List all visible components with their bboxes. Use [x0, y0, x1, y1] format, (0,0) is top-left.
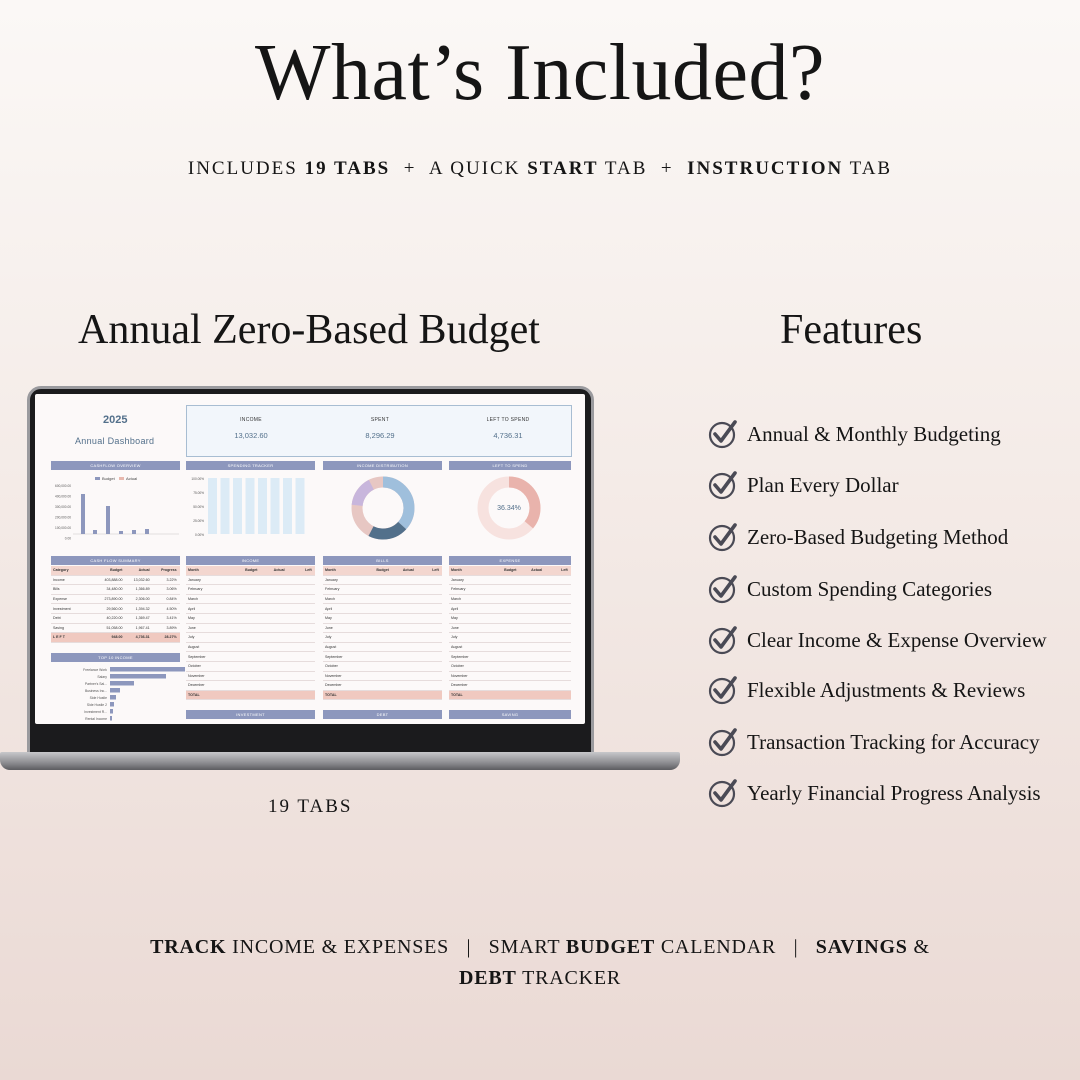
table-cell: 1,394.32	[135, 606, 150, 611]
table-cell: May	[325, 616, 332, 621]
features-title: Features	[780, 307, 923, 353]
feature-item	[708, 778, 1041, 808]
table-cell: TOTAL	[188, 693, 200, 698]
table-cell: L E F T	[53, 635, 65, 640]
kpi-spent	[316, 406, 444, 440]
table-cell: August	[325, 645, 337, 650]
check-circle-icon	[708, 522, 738, 552]
table-cell: December	[451, 683, 468, 688]
bar-expense-budget	[106, 506, 110, 534]
text-segment: START	[527, 158, 599, 179]
table-cell: December	[188, 683, 205, 688]
spending-bar	[271, 478, 280, 534]
table-row	[51, 576, 180, 586]
table-cell: October	[325, 664, 338, 669]
panel-cash-flow-summary: CASH FLOW SUMMARY	[51, 556, 180, 565]
table-cell: 273,890.00	[104, 597, 123, 602]
check-circle-icon	[708, 675, 738, 705]
panel-saving: SAVING	[449, 710, 571, 719]
table-row	[186, 691, 315, 701]
tick-label: 25.00%	[193, 519, 204, 523]
laptop-base	[0, 752, 680, 770]
left-to-spend-donut	[449, 472, 571, 542]
tick-label: Side Hustle 2	[86, 703, 107, 707]
table-cell: June	[188, 625, 196, 630]
check-circle-icon	[708, 625, 738, 655]
table-row	[186, 681, 315, 691]
table-row	[186, 595, 315, 605]
table-cell: March	[451, 597, 461, 602]
table-cell: April	[451, 606, 459, 611]
table-cell: July	[188, 635, 195, 640]
feature-item	[708, 419, 1001, 449]
panel-top-income: TOP 10 INCOME	[51, 653, 180, 662]
table-cell: Actual	[138, 568, 150, 573]
kpi-label: LEFT TO SPEND	[486, 417, 530, 423]
table-row	[323, 595, 442, 605]
table-row	[323, 633, 442, 643]
table-cell: June	[451, 625, 459, 630]
tick-label: Partner's Sal...	[84, 682, 107, 686]
table-cell: 0.84%	[166, 597, 177, 602]
feature-label: Yearly Financial Progress Analysis	[747, 780, 1041, 805]
footer-line-2	[0, 967, 1080, 990]
feature-label: Custom Spending Categories	[747, 576, 992, 601]
kpi-box	[186, 405, 572, 457]
table-cell: 4.50%	[166, 606, 177, 611]
table-row	[51, 566, 180, 576]
spending-bar	[246, 478, 255, 534]
table-cell: 29,560.00	[106, 606, 123, 611]
table-row	[323, 691, 442, 701]
table-row	[323, 672, 442, 682]
table-cell: 34,480.00	[106, 587, 123, 592]
panel-debt: DEBT	[323, 710, 442, 719]
table-cell: January	[188, 577, 201, 582]
product-title: Annual Zero-Based Budget	[78, 307, 540, 353]
panel-spending-tracker: SPENDING TRACKER	[186, 461, 315, 470]
table-cell: Budget	[376, 568, 389, 573]
table-cell: Left	[305, 568, 312, 573]
table-row	[449, 633, 571, 643]
table-cell: Progress	[161, 568, 177, 573]
table-row	[51, 614, 180, 624]
spending-bar	[208, 478, 217, 534]
tick-label: 100.00%	[191, 477, 204, 481]
table-cell: 40,220.00	[106, 616, 123, 621]
panel-income-distribution: INCOME DISTRIBUTION	[323, 461, 442, 470]
check-circle-icon	[708, 419, 738, 449]
text-segment: TAB +	[598, 158, 688, 179]
table-row	[323, 614, 442, 624]
table-row	[51, 595, 180, 605]
table-cell: February	[325, 587, 340, 592]
table-cell: 403,888.00	[104, 577, 123, 582]
bar-income-budget	[81, 494, 85, 534]
table-cell: October	[451, 664, 464, 669]
table-cell: November	[325, 673, 342, 678]
top-income-bar	[110, 681, 134, 686]
table-row	[323, 681, 442, 691]
panel-expense: EXPENSE	[449, 556, 571, 565]
table-cell: Month	[325, 568, 336, 573]
table-cell: December	[325, 683, 342, 688]
table-cell: November	[451, 673, 468, 678]
feature-item	[708, 727, 1040, 757]
table-cell: August	[188, 645, 200, 650]
kpi-value: 4,736.31	[493, 431, 523, 440]
tick-label: 400,000.00	[55, 494, 71, 499]
feature-label: Annual & Monthly Budgeting	[747, 421, 1001, 446]
table-row	[323, 643, 442, 653]
table-cell: November	[188, 673, 205, 678]
tick-label: Business Inc...	[84, 689, 107, 693]
panel-investment: INVESTMENT	[186, 710, 315, 719]
kpi-value: 8,296.29	[365, 431, 395, 440]
left-pct-label: 36.34%	[497, 505, 521, 512]
table-cell: 4,736.31	[135, 635, 150, 640]
top-income-bar-chart	[45, 666, 185, 724]
table-row	[186, 624, 315, 634]
top-income-bar	[110, 695, 116, 700]
table-row	[323, 604, 442, 614]
table-row	[186, 614, 315, 624]
tick-label: Investment R...	[84, 710, 107, 714]
table-row	[449, 614, 571, 624]
feature-label: Clear Income & Expense Overview	[747, 627, 1047, 652]
text-segment: TRACK	[150, 936, 227, 958]
table-row	[323, 585, 442, 595]
top-income-bar	[110, 709, 113, 714]
tick-label: Rental Income	[85, 717, 107, 721]
table-cell: April	[188, 606, 196, 611]
tabs-caption: 19 TABS	[268, 796, 353, 817]
table-cell: 3.06%	[166, 587, 177, 592]
text-segment: INSTRUCTION	[687, 158, 844, 179]
table-cell: January	[325, 577, 338, 582]
text-segment: &	[907, 936, 930, 958]
table-row	[186, 585, 315, 595]
table-cell: July	[325, 635, 332, 640]
top-income-bar	[110, 716, 112, 721]
expense-table	[449, 566, 571, 700]
table-row	[323, 576, 442, 586]
cashflow-bar-chart	[51, 472, 181, 542]
table-cell: 3.22%	[166, 577, 177, 582]
table-cell: Bills	[53, 587, 60, 592]
bar-saving-budget	[145, 529, 149, 534]
tick-label: 100,000.00	[55, 526, 71, 530]
table-cell: 3.89%	[166, 625, 177, 630]
table-row	[323, 566, 442, 576]
table-row	[449, 691, 571, 701]
legend-swatch-budget	[95, 477, 100, 480]
kpi-value: 13,032.60	[234, 431, 268, 440]
feature-item	[708, 574, 992, 604]
table-cell: Budget	[504, 568, 517, 573]
dashboard-screen	[35, 394, 585, 724]
table-row	[51, 585, 180, 595]
table-cell: Saving	[53, 625, 64, 630]
panel-left-to-spend: LEFT TO SPEND	[449, 461, 571, 470]
table-cell: 3.41%	[166, 616, 177, 621]
table-row	[449, 643, 571, 653]
income-table	[186, 566, 315, 700]
table-row	[51, 633, 180, 643]
table-cell: 1,369.47	[135, 616, 150, 621]
table-cell: Income	[53, 577, 65, 582]
spending-bar	[233, 478, 242, 534]
table-cell: March	[188, 597, 198, 602]
table-row	[323, 624, 442, 634]
bar-bills-budget	[93, 530, 97, 534]
table-cell: Actual	[273, 568, 285, 573]
top-income-bar	[110, 674, 166, 679]
bills-table	[323, 566, 442, 700]
footer-line-1	[0, 936, 1080, 959]
dashboard-year: 2025	[103, 414, 128, 426]
table-cell: Investment	[53, 606, 71, 611]
table-cell: Budget	[245, 568, 258, 573]
table-cell: February	[188, 587, 203, 592]
table-cell: January	[451, 577, 464, 582]
table-row	[186, 633, 315, 643]
table-row	[323, 652, 442, 662]
kpi-label: INCOME	[240, 417, 262, 423]
feature-item	[708, 522, 1008, 552]
feature-item	[708, 470, 899, 500]
table-row	[186, 566, 315, 576]
top-income-bar	[110, 688, 120, 693]
kpi-label: SPENT	[370, 417, 390, 423]
table-row	[449, 576, 571, 586]
spending-bar	[296, 478, 305, 534]
table-cell: Month	[188, 568, 199, 573]
text-segment: BUDGET	[565, 936, 656, 958]
tick-label: Side Hustle	[89, 696, 107, 700]
table-row	[186, 576, 315, 586]
feature-label: Plan Every Dollar	[747, 472, 899, 497]
table-row	[51, 624, 180, 634]
legend-budget: Budget	[102, 476, 115, 481]
table-cell: April	[325, 606, 333, 611]
table-cell: October	[188, 664, 201, 669]
text-segment: + A QUICK	[390, 158, 528, 179]
tick-label: 50.00%	[193, 505, 204, 509]
feature-item	[708, 675, 1025, 705]
table-row	[449, 604, 571, 614]
table-cell: June	[325, 625, 333, 630]
table-row	[449, 672, 571, 682]
panel-cashflow-overview: CASHFLOW OVERVIEW	[51, 461, 180, 470]
text-segment: INCOME & EXPENSES | SMART	[226, 936, 566, 958]
text-segment: TRACKER	[516, 967, 622, 989]
table-cell: May	[188, 616, 195, 621]
table-cell: Actual	[531, 568, 543, 573]
top-income-bar	[110, 667, 185, 672]
check-circle-icon	[708, 574, 738, 604]
feature-label: Transaction Tracking for Accuracy	[747, 729, 1040, 754]
table-cell: September	[451, 654, 469, 659]
table-row	[449, 652, 571, 662]
feature-label: Zero-Based Budgeting Method	[747, 524, 1009, 549]
table-cell: Left	[561, 568, 568, 573]
tick-label: Freelance Work	[83, 668, 107, 672]
page-title: What’s Included?	[255, 29, 825, 117]
spending-bar	[221, 478, 230, 534]
table-row	[186, 652, 315, 662]
legend-actual: Actual	[126, 476, 138, 481]
table-row	[449, 566, 571, 576]
spending-bar	[283, 478, 292, 534]
table-cell: March	[325, 597, 335, 602]
panel-income: INCOME	[186, 556, 315, 565]
table-cell: 28.27%	[164, 635, 177, 640]
tick-label: 0.00%	[194, 533, 204, 537]
table-cell: Actual	[402, 568, 414, 573]
tick-label: 0.00	[64, 536, 71, 541]
bar-investment-budget	[119, 531, 123, 534]
top-income-bar	[110, 702, 114, 707]
text-segment: SAVINGS	[815, 936, 908, 958]
table-cell: September	[188, 654, 206, 659]
text-segment: CALENDAR |	[655, 936, 816, 958]
table-cell: Month	[451, 568, 462, 573]
text-segment: DEBT	[458, 967, 517, 989]
tick-label: 200,000.00	[55, 515, 71, 520]
subtitle	[0, 158, 1080, 180]
check-circle-icon	[708, 778, 738, 808]
feature-label: Flexible Adjustments & Reviews	[747, 677, 1026, 702]
check-circle-icon	[708, 727, 738, 757]
table-cell: July	[451, 635, 458, 640]
tick-label: 75.00%	[193, 491, 204, 495]
feature-item	[708, 625, 1047, 655]
bar-debt-budget	[132, 530, 136, 534]
dashboard-name: Annual Dashboard	[75, 436, 155, 446]
text-segment: 19 TABS	[304, 158, 391, 179]
table-cell: Category	[53, 568, 69, 573]
tick-label: Salary	[97, 675, 107, 679]
kpi-left-to-spend	[444, 406, 572, 440]
cash-flow-summary-table	[51, 566, 180, 643]
legend-swatch-actual	[119, 477, 124, 480]
table-row	[186, 662, 315, 672]
table-row	[51, 604, 180, 614]
tick-label: 300,000.00	[55, 505, 71, 509]
table-row	[186, 604, 315, 614]
tick-label: 600,000.00	[55, 484, 71, 488]
table-row	[186, 643, 315, 653]
table-cell: 1,366.89	[135, 587, 150, 592]
table-row	[449, 624, 571, 634]
table-row	[449, 681, 571, 691]
table-cell: Expense	[53, 597, 67, 602]
table-cell: September	[325, 654, 343, 659]
spending-tracker-chart	[186, 472, 316, 542]
table-cell: TOTAL	[325, 693, 337, 698]
table-row	[449, 662, 571, 672]
table-row	[449, 595, 571, 605]
kpi-income	[187, 406, 315, 440]
text-segment: INCLUDES	[187, 158, 305, 179]
text-segment: TAB	[843, 158, 893, 179]
spending-bar	[258, 478, 267, 534]
table-cell: 1,967.41	[135, 625, 150, 630]
table-row	[323, 662, 442, 672]
table-cell: Debt	[53, 616, 61, 621]
table-cell: 51,058.00	[106, 625, 123, 630]
table-cell: February	[451, 587, 466, 592]
table-cell: 2,306.00	[135, 597, 150, 602]
table-cell: 13,032.60	[133, 577, 150, 582]
table-cell: TOTAL	[451, 693, 463, 698]
table-cell: Budget	[110, 568, 123, 573]
table-row	[449, 585, 571, 595]
table-cell: August	[451, 645, 463, 650]
check-circle-icon	[708, 470, 738, 500]
table-cell: 948.00	[111, 635, 123, 640]
table-row	[186, 672, 315, 682]
panel-bills: BILLS	[323, 556, 442, 565]
table-cell: Left	[432, 568, 439, 573]
table-cell: May	[451, 616, 458, 621]
income-distribution-donut	[323, 472, 443, 542]
